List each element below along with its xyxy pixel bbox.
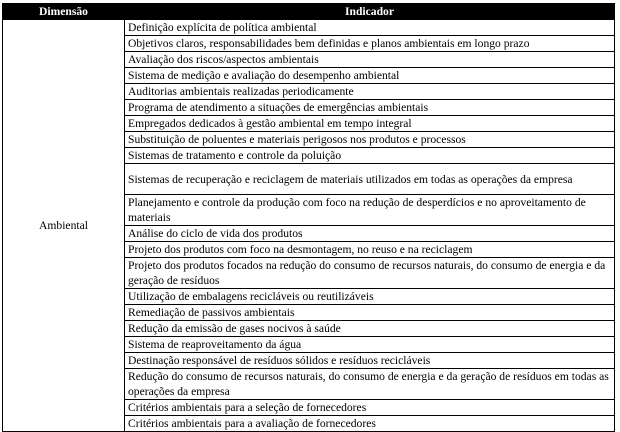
indicator-cell: Critérios ambientais para a avaliação de fornecedores <box>125 416 615 432</box>
indicator-cell: Sistema de medição e avaliação do desempenho ambiental <box>125 68 615 84</box>
indicator-cell: Programa de atendimento a situações de emergências ambientais <box>125 100 615 116</box>
header-indicator: Indicador <box>125 4 615 20</box>
indicator-cell: Sistema de reaproveitamento da água <box>125 337 615 353</box>
dimension-cell: Ambiental <box>3 20 125 432</box>
indicator-cell: Projeto dos produtos focados na redução do consumo de recursos naturais, do consumo de energia e da geração de resíduos <box>125 258 615 289</box>
indicator-cell: Planejamento e controle da produção com foco na redução de desperdícios e no aproveitamento de materiais <box>125 195 615 226</box>
indicator-cell: Auditorias ambientais realizadas periodicamente <box>125 84 615 100</box>
indicator-table <box>2 3 615 432</box>
indicator-cell: Projeto dos produtos com foco na desmontagem, no reuso e na reciclagem <box>125 242 615 258</box>
indicator-cell: Sistemas de recuperação e reciclagem de materiais utilizados em todas as operações da empresa <box>125 164 615 195</box>
table-row <box>3 20 615 36</box>
indicator-cell: Utilização de embalagens recicláveis ou reutilizáveis <box>125 289 615 305</box>
indicator-cell: Substituição de poluentes e materiais perigosos nos produtos e processos <box>125 132 615 148</box>
indicator-cell: Sistemas de tratamento e controle da poluição <box>125 148 615 164</box>
indicator-cell: Critérios ambientais para a seleção de fornecedores <box>125 400 615 416</box>
indicator-cell: Redução da emissão de gases nocivos à saúde <box>125 321 615 337</box>
header-row <box>3 4 615 20</box>
indicator-cell: Análise do ciclo de vida dos produtos <box>125 226 615 242</box>
indicator-cell: Remediação de passivos ambientais <box>125 305 615 321</box>
indicator-cell: Definição explícita de política ambiental <box>125 20 615 36</box>
indicator-cell: Empregados dedicados à gestão ambiental em tempo integral <box>125 116 615 132</box>
indicator-cell: Objetivos claros, responsabilidades bem definidas e planos ambientais em longo prazo <box>125 36 615 52</box>
header-dimension: Dimensão <box>3 4 125 20</box>
indicator-cell: Destinação responsável de resíduos sólidos e resíduos recicláveis <box>125 353 615 369</box>
indicator-cell: Redução do consumo de recursos naturais, do consumo de energia e da geração de resíduos em todas as operações da empresa <box>125 369 615 400</box>
indicator-cell: Avaliação dos riscos/aspectos ambientais <box>125 52 615 68</box>
